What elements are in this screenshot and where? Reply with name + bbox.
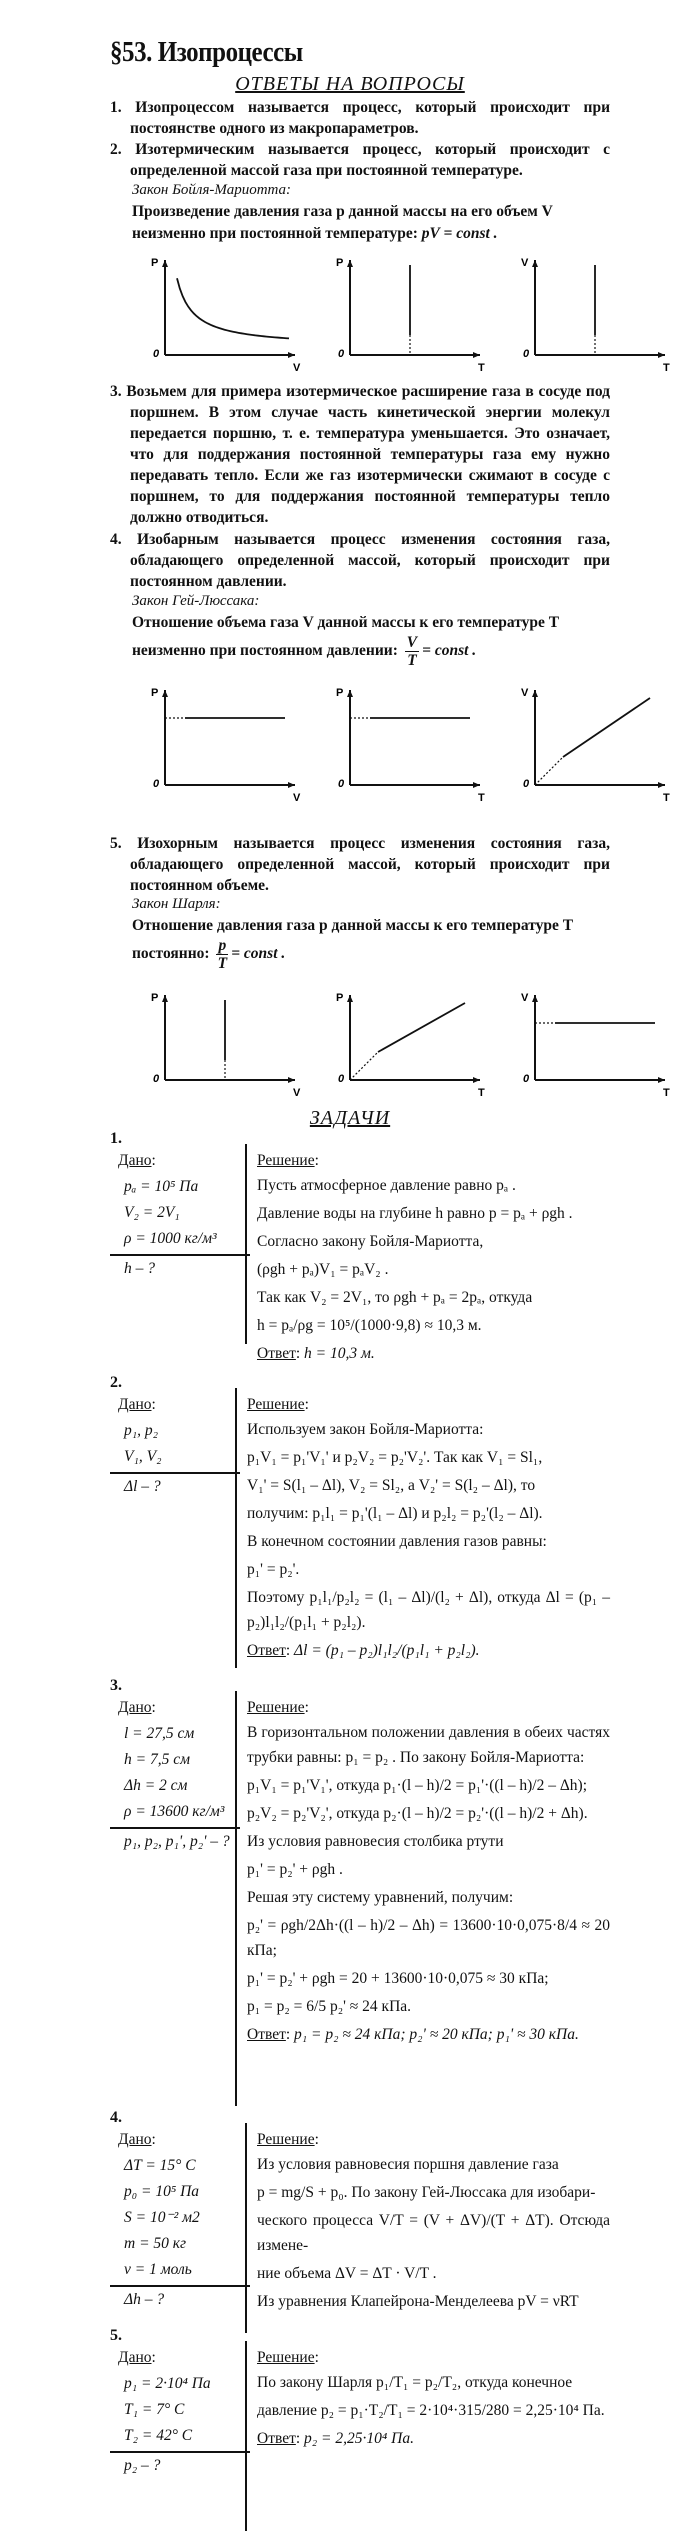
given-item: l = 27,5 см	[124, 1725, 195, 1742]
task-answer: Ответ: p₁ = p₂ ≈ 24 кПа; p₂' ≈ 20 кПа; p₁' ≈ 30 кПа.	[247, 2026, 579, 2043]
statement-text: Отношение объема газа V данной массы к его температуре T неизменно при постоянном давлении:	[132, 614, 559, 660]
answer-label: Ответ	[247, 1642, 286, 1659]
given-block: Дано: pₐ = 10⁵ Па V₂ = 2V₁ ρ = 1000 кг/м³	[118, 1148, 245, 1252]
given-item: T₂ = 42° C	[124, 2427, 193, 2444]
y-arrow-icon	[162, 995, 168, 1002]
solution-line: Из уравнения Клапейрона-Менделеева pV = νRT	[257, 2293, 579, 2310]
origin-label: 0	[338, 348, 345, 360]
x-axis-label: T	[478, 1087, 485, 1099]
solution-line: По закону Шарля p₁/T₁ = p₂/T₂, откуда конечное	[257, 2374, 573, 2391]
process-line	[378, 1003, 465, 1052]
solution-line: Так как V₂ = 2V₁, то ρgh + pₐ = 2pₐ, откуда	[257, 1289, 533, 1306]
origin-label: 0	[523, 778, 530, 790]
x-axis-label: T	[478, 792, 485, 804]
answer-number: 4.	[110, 531, 122, 548]
x-arrow-icon	[288, 352, 295, 358]
solution-line: p₁V₁ = p₁'V₁' и p₂V₂ = p₂'V₂'. Так как V₁ = Sl₁,	[247, 1449, 543, 1466]
solution-block: Решение: Из условия равновесия поршня давление газа p = mg/S + p₀. По закону Гей-Люссака для изобари- ческого процесса V/T = (V + ΔV)/(T + ΔT). Отсюда измене- ние объема ΔV = ΔT · V/T . Из уравнения Клапейрона-Менделеева pV = νRT	[257, 2127, 610, 2317]
answer-value: p₁ = p₂ ≈ 24 кПа; p₂' ≈ 20 кПа; p₁' ≈ 30 кПа.	[294, 2026, 579, 2043]
solution-line: p₁' = p₂'.	[247, 1561, 300, 1578]
origin-label: 0	[338, 1073, 345, 1085]
column-divider	[235, 1388, 237, 1668]
graph-row-isotherm	[145, 250, 670, 375]
graph-isochor-3	[521, 992, 670, 1099]
given-item: p₁ = 2·10⁴ Па	[124, 2375, 211, 2392]
column-divider	[245, 1144, 247, 1344]
given-item: p₀ = 10⁵ Па	[124, 2183, 200, 2200]
solution-line: Из условия равновесия поршня давление газа	[257, 2156, 559, 2173]
origin-label: 0	[523, 348, 530, 360]
origin-label: 0	[153, 1073, 160, 1085]
origin-label: 0	[338, 778, 345, 790]
graph-isotherm-1	[151, 257, 301, 374]
y-arrow-icon	[347, 690, 353, 697]
origin-label: 0	[523, 1073, 530, 1085]
column-divider	[245, 2123, 247, 2333]
answer-text: Возьмем для примера изотермическое расширение газа в сосуде под поршнем. В этом случае часть кинетической энергии молекул передается поршню, т. е. температура уменьшается. Это означает, что для поддержания постоянной температуры газа ему нужно передавать тепло. Если же газ изотермически сжимают в сосуде с поршнем, то для поддержания постоянной температуры тепло должно отводиться.	[126, 383, 610, 526]
task-answer: Ответ: Δl = (p₁ – p₂)l₁l₂/(p₁l₁ + p₂l₂).	[247, 1642, 480, 1659]
task-number: 2.	[110, 1374, 122, 1391]
solution-label: Решение	[247, 1396, 305, 1413]
solution-label: Решение	[257, 2131, 315, 2148]
given-item: p₁, p₂	[124, 1422, 159, 1439]
y-arrow-icon	[347, 260, 353, 267]
solution-line: Решая эту систему уравнений, получим:	[247, 1889, 514, 1906]
answer-label: Ответ	[257, 2430, 296, 2447]
solution-line: Давление воды на глубине h равно p = pₐ + ρgh .	[257, 1205, 573, 1222]
solution-line: p₂V₂ = p₂'V₂', откуда p₂·(l – h)/2 = p₂'·((l – h)/2 + Δh).	[247, 1805, 588, 1822]
find-item: h – ?	[124, 1260, 155, 1277]
solution-line: В горизонтальном положении давления в обеих частях трубки равны: p₁ = p₂ . По закону Бойля-Мариотта:	[247, 1724, 610, 1766]
x-axis-label: T	[663, 362, 670, 374]
graph-isobar-2	[336, 687, 485, 804]
answer-number: 5.	[110, 835, 122, 852]
answer-3	[110, 381, 610, 528]
isotherm-curve	[177, 278, 289, 338]
process-line	[563, 698, 650, 757]
law-charles: Закон Шарля:	[132, 896, 221, 912]
solution-label: Решение	[257, 1152, 315, 1169]
answer-2	[110, 139, 610, 181]
given-block: Дано: l = 27,5 см h = 7,5 см Δh = 2 см ρ = 13600 кг/м³	[118, 1695, 235, 1825]
solution-label: Решение	[257, 2349, 315, 2366]
y-axis-label: V	[521, 687, 529, 699]
tasks-heading: ЗАДАЧИ	[309, 1107, 391, 1129]
find-item: Δl – ?	[124, 1478, 161, 1495]
given-item: m = 50 кг	[124, 2235, 187, 2252]
find-item: p₂ – ?	[124, 2457, 161, 2474]
solution-line: p = mg/S + p₀. По закону Гей-Люссака для изобари-	[257, 2184, 596, 2201]
x-axis-label: V	[293, 792, 301, 804]
law-statement-gay-lussac	[132, 612, 612, 669]
law-statement-boyle	[132, 201, 612, 245]
y-arrow-icon	[532, 260, 538, 267]
statement-text: Отношение давления газа p данной массы к его температуре T постоянно:	[132, 917, 573, 963]
solution-line: p₁' = p₂' + ρgh = 20 + 13600·10·0,075 ≈ 30 кПа;	[247, 1970, 549, 1987]
task-answer: Ответ: h = 10,3 м.	[257, 1345, 375, 1362]
y-axis-label: V	[521, 992, 529, 1004]
x-arrow-icon	[288, 782, 295, 788]
solution-label: Решение	[247, 1699, 305, 1716]
given-item: pₐ = 10⁵ Па	[124, 1178, 199, 1195]
solution-line: Согласно закону Бойля-Мариотта,	[257, 1233, 484, 1250]
given-item: S = 10⁻² м2	[124, 2209, 200, 2226]
solution-line: p₂' = ρgh/2Δh·((l – h)/2 – Δh) = 13600·10·0,075·8/4 ≈ 20 кПа;	[247, 1917, 610, 1959]
y-axis-label: P	[151, 687, 159, 699]
y-arrow-icon	[532, 690, 538, 697]
answer-number: 3.	[110, 383, 122, 400]
graph-isobar-1	[151, 687, 301, 804]
task-number: 1.	[110, 1130, 122, 1147]
solution-line: ческого процесса V/T = (V + ΔV)/(T + ΔT). Отсюда измене-	[257, 2212, 610, 2254]
given-item: V₂ = 2V₁	[124, 1204, 180, 1221]
law-gay-lussac: Закон Гей-Люссака:	[132, 593, 260, 609]
y-axis-label: P	[151, 992, 159, 1004]
given-item: ΔT = 15° C	[124, 2157, 196, 2174]
solution-line: Используем закон Бойля-Мариотта:	[247, 1421, 484, 1438]
solution-line: Пусть атмосферное давление равно pₐ .	[257, 1177, 516, 1194]
solution-line: получим: p₁l₁ = p₁'(l₁ – Δl) и p₂l₂ = p₂'(l₂ – Δl).	[247, 1505, 543, 1522]
x-axis-label: V	[293, 1087, 301, 1099]
statement-text: Произведение давления газа p данной массы на его объем V неизменно при постоянной температуре:	[132, 203, 553, 242]
formula-pv-const: pV = const .	[421, 225, 498, 242]
solution-block: Решение: В горизонтальном положении давления в обеих частях трубки равны: p₁ = p₂ . По закону Бойля-Мариотта: p₁V₁ = p₁'V₁', откуда p₁·(l – h)/2 = p₁'·((l – h)/2 – Δh); p₂V₂ = p₂'V₂', откуда p₂·(l – h)/2 = p₂'·((l – h)/2 + Δh). Из условия равновесия столбика ртути p₁' = p₂' + ρgh . Решая эту систему уравнений, получим: p₂' = ρgh/2Δh·((l – h)/2 – Δh) = 13600·10·0,075·8/4 ≈ 20 кПа; p₁' = p₂' + ρgh = 20 + 13600·10·0,075 ≈ 30 кПа; p₁ = p₂ = 6/5 p₂' ≈ 24 кПа. Ответ: p₁ = p₂ ≈ 24 кПа; p₂' ≈ 20 кПа; p₁' ≈ 30 кПа.	[247, 1695, 610, 2047]
given-block: Дано: ΔT = 15° C p₀ = 10⁵ Па S = 10⁻² м2 m = 50 кг ν = 1 моль	[118, 2127, 245, 2283]
solution-line: В конечном состоянии давления газов равны:	[247, 1533, 547, 1550]
x-arrow-icon	[288, 1077, 295, 1083]
given-label: Дано	[118, 1699, 152, 1716]
graph-row-isochor	[145, 985, 670, 1100]
formula-p-over-t: $\frac{p}{T}$	[217, 937, 228, 972]
given-item: T₁ = 7° C	[124, 2401, 185, 2418]
solution-line: p₁V₁ = p₁'V₁', откуда p₁·(l – h)/2 = p₁'·((l – h)/2 – Δh);	[247, 1777, 588, 1794]
formula-v-over-t: $\frac{V}{T}$	[406, 634, 418, 669]
solution-line: V₁' = S(l₁ – Δl), V₂ = Sl₂, а V₂' = S(l₂ – Δl), то	[247, 1477, 536, 1494]
dotted-extrapolation	[535, 757, 563, 785]
solution-line: (ρgh + pₐ)V₁ = pₐV₂ .	[257, 1261, 389, 1278]
y-axis-label: P	[336, 992, 344, 1004]
given-block: Дано: p₁ = 2·10⁴ Па T₁ = 7° C T₂ = 42° C	[118, 2345, 245, 2449]
answer-number: 2.	[110, 141, 122, 158]
solution-line: Поэтому p₁l₁/p₂l₂ = (l₁ – Δl)/(l₂ + Δl), откуда Δl = (p₁ – p₂)l₁l₂/(p₁l₁ + p₂l₂).	[247, 1589, 610, 1631]
given-item: V₁, V₂	[124, 1448, 162, 1465]
formula-const: = const .	[422, 642, 477, 660]
formula-const: = const .	[231, 945, 286, 963]
origin-label: 0	[153, 348, 160, 360]
solution-line: Из условия равновесия столбика ртути	[247, 1833, 504, 1850]
page-title: §53. Изопроцессы	[110, 36, 303, 68]
find-item: Δh – ?	[124, 2291, 165, 2308]
answer-number: 1.	[110, 99, 122, 116]
given-item: ρ = 1000 кг/м³	[124, 1230, 217, 1247]
given-item: ρ = 13600 кг/м³	[124, 1803, 225, 1820]
answer-1	[110, 97, 610, 139]
x-axis-label: T	[663, 792, 670, 804]
y-axis-label: P	[151, 257, 159, 269]
answer-text: Изопроцессом называется процесс, который происходит при постоянстве одного из макропараметров.	[130, 99, 610, 137]
given-label: Дано	[118, 1152, 152, 1169]
answer-value: h = 10,3 м.	[304, 1345, 375, 1362]
answer-4	[110, 529, 610, 592]
x-arrow-icon	[473, 1077, 480, 1083]
task-number: 5.	[110, 2327, 122, 2344]
given-label: Дано	[118, 1396, 152, 1413]
y-arrow-icon	[532, 995, 538, 1002]
given-label: Дано	[118, 2131, 152, 2148]
solution-line: ние объема ΔV = ΔT · V/T .	[257, 2265, 437, 2282]
solution-block: Решение: Пусть атмосферное давление равно pₐ . Давление воды на глубине h равно p = pₐ + ρgh . Согласно закону Бойля-Мариотта, (ρgh + pₐ)V₁ = pₐV₂ . Так как V₂ = 2V₁, то ρgh + pₐ = 2pₐ, откуда h = pₐ/ρg = 10⁵/(1000·9,8) ≈ 10,3 м. Ответ: h = 10,3 м.	[257, 1148, 610, 1366]
solution-line: давление p₂ = p₁·T₂/T₁ = 2·10⁴·315/280 = 2,25·10⁴ Па.	[257, 2402, 605, 2419]
answer-label: Ответ	[247, 2026, 286, 2043]
answer-value: Δl = (p₁ – p₂)l₁l₂/(p₁l₁ + p₂l₂).	[294, 1642, 480, 1659]
graph-isotherm-3	[521, 257, 670, 374]
y-arrow-icon	[347, 995, 353, 1002]
answer-label: Ответ	[257, 1345, 296, 1362]
task-number: 4.	[110, 2109, 122, 2126]
graph-isochor-1	[151, 992, 301, 1099]
y-axis-label: P	[336, 257, 344, 269]
given-label: Дано	[118, 2349, 152, 2366]
task-answer: Ответ: p₂ = 2,25·10⁴ Па.	[257, 2430, 414, 2447]
x-arrow-icon	[473, 782, 480, 788]
answer-text: Изотермическим называется процесс, который происходит с определенной массой газа при постоянной температуре.	[130, 141, 611, 179]
column-divider	[245, 2341, 247, 2531]
graph-row-isobar	[145, 680, 670, 805]
y-arrow-icon	[162, 260, 168, 267]
solution-block: Решение: Используем закон Бойля-Мариотта: p₁V₁ = p₁'V₁' и p₂V₂ = p₂'V₂'. Так как V₁ = Sl₁, V₁' = S(l₁ – Δl), V₂ = Sl₂, а V₂' = S(l₂ – Δl), то получим: p₁l₁ = p₁'(l₁ – Δl) и p₂l₂ = p₂'(l₂ – Δl). В конечном состоянии давления газов равны: p₁' = p₂'. Поэтому p₁l₁/p₂l₂ = (l₁ – Δl)/(l₂ + Δl), откуда Δl = (p₁ – p₂)l₁l₂/(p₁l₁ + p₂l₂). Ответ: Δl = (p₁ – p₂)l₁l₂/(p₁l₁ + p₂l₂).	[247, 1392, 610, 1663]
law-boyle-mariotte: Закон Бойля-Мариотта:	[132, 182, 292, 198]
x-axis-label: T	[663, 1087, 670, 1099]
dotted-extrapolation	[350, 1052, 378, 1080]
given-item: h = 7,5 см	[124, 1751, 190, 1768]
x-arrow-icon	[473, 352, 480, 358]
x-arrow-icon	[658, 782, 665, 788]
y-axis-label: V	[521, 257, 529, 269]
answer-text: Изобарным называется процесс изменения состояния газа, обладающего определенной массой, который происходит при постоянном давлении.	[130, 531, 610, 590]
graph-isochor-2	[336, 992, 485, 1099]
x-arrow-icon	[658, 1077, 665, 1083]
given-item: ν = 1 моль	[124, 2261, 192, 2278]
x-axis-label: T	[478, 362, 485, 374]
law-statement-charles	[132, 915, 612, 972]
answer-text: Изохорным называется процесс изменения состояния газа, обладающего определенной массой, который происходит при постоянном объеме.	[130, 835, 610, 894]
solution-line: h = pₐ/ρg = 10⁵/(1000·9,8) ≈ 10,3 м.	[257, 1317, 482, 1334]
column-divider	[235, 1691, 237, 2106]
find-item: p₁, p₂, p₁', p₂' – ?	[124, 1833, 230, 1850]
task-number: 3.	[110, 1677, 122, 1694]
y-arrow-icon	[162, 690, 168, 697]
answers-heading: ОТВЕТЫ НА ВОПРОСЫ	[235, 73, 465, 95]
solution-line: p₁' = p₂' + ρgh .	[247, 1861, 343, 1878]
answer-5	[110, 833, 610, 896]
x-arrow-icon	[658, 352, 665, 358]
y-axis-label: P	[336, 687, 344, 699]
graph-isotherm-2	[336, 257, 485, 374]
origin-label: 0	[153, 778, 160, 790]
given-block: Дано: p₁, p₂ V₁, V₂	[118, 1392, 235, 1470]
given-item: Δh = 2 см	[124, 1777, 188, 1794]
solution-line: p₁ = p₂ = 6/5 p₂' ≈ 24 кПа.	[247, 1998, 412, 2015]
solution-block: Решение: По закону Шарля p₁/T₁ = p₂/T₂, откуда конечное давление p₂ = p₁·T₂/T₁ = 2·10⁴·315/280 = 2,25·10⁴ Па. Ответ: p₂ = 2,25·10⁴ Па.	[257, 2345, 610, 2451]
x-axis-label: V	[293, 362, 301, 374]
answer-value: p₂ = 2,25·10⁴ Па.	[304, 2430, 414, 2447]
graph-isobar-3	[521, 687, 670, 804]
